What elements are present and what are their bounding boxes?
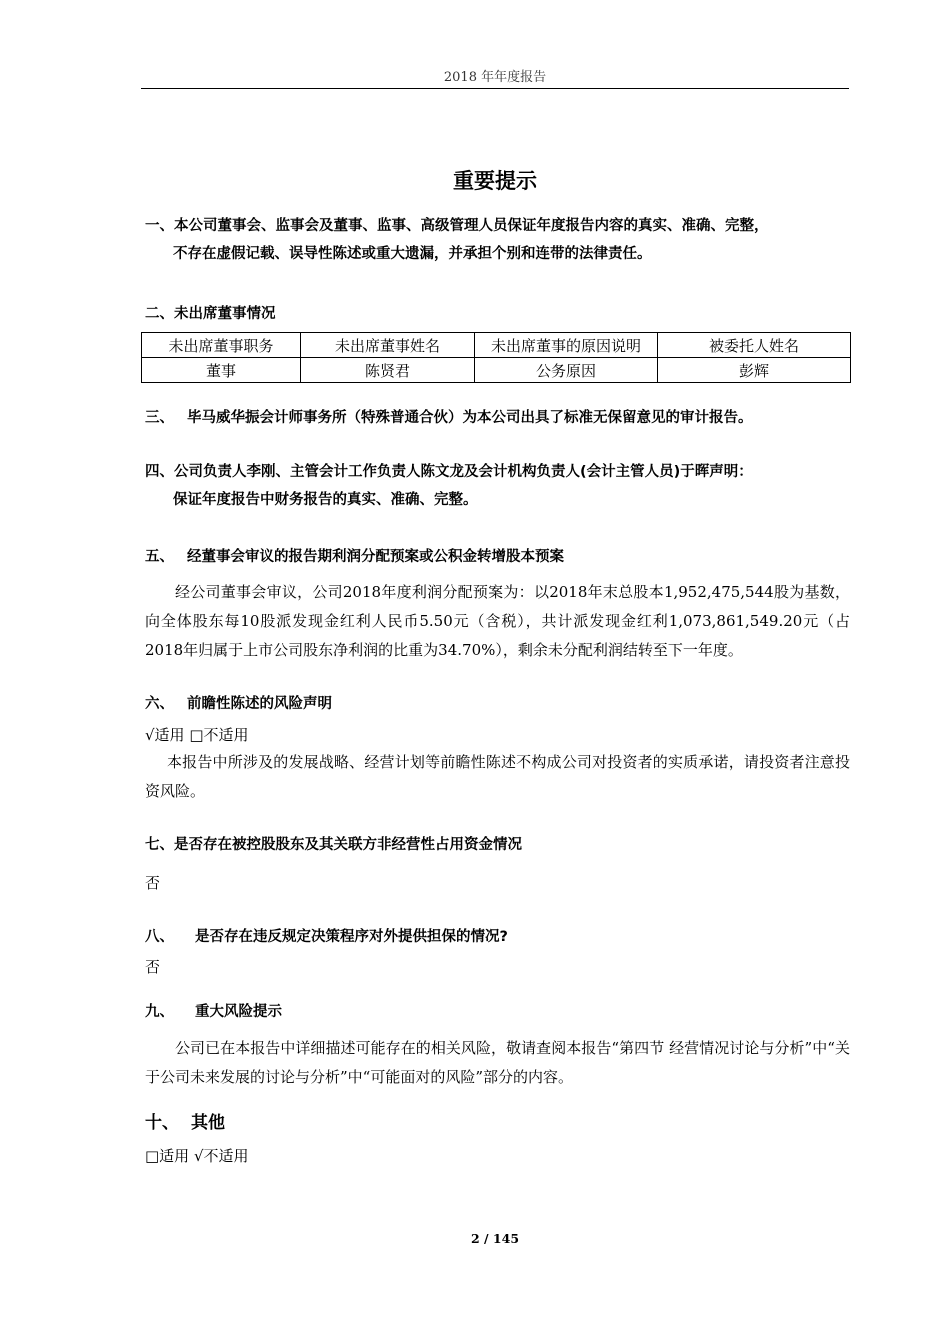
- section-8-heading: [145, 925, 508, 946]
- table-cell: 公务原因: [475, 358, 658, 383]
- table-header-cell: 被委托人姓名: [658, 333, 851, 358]
- section-10-heading: [145, 1108, 225, 1133]
- page-title: 重要提示: [453, 169, 537, 193]
- section-10-applicability: □适用 √不适用: [145, 1147, 249, 1165]
- section-2-heading: 二、未出席董事情况: [145, 306, 276, 322]
- table-cell: 陈贤君: [301, 358, 475, 383]
- section-4: [145, 458, 850, 514]
- absent-directors-table: [141, 332, 851, 383]
- section-8-answer: 否: [145, 958, 161, 976]
- section-10-title: 其他: [191, 1113, 225, 1133]
- section-6-body: 本报告中所涉及的发展战略、经营计划等前瞻性陈述不构成公司对投资者的实质承诺，请投资者注意投资风险。: [145, 753, 850, 800]
- table-cell: 董事: [142, 358, 301, 383]
- section-8-title: 是否存在违反规定决策程序对外提供担保的情况?: [195, 929, 508, 945]
- section-5-title: 经董事会审议的报告期利润分配预案或公积金转增股本预案: [187, 549, 564, 565]
- section-9-body: 公司已在本报告中详细描述可能存在的相关风险，敬请查阅本报告“第四节 经营情况讨论与分析”中“关于公司未来发展的讨论与分析”中“可能面对的风险”部分的内容。: [145, 1039, 850, 1086]
- section-6-title: 前瞻性陈述的风险声明: [187, 696, 332, 712]
- table-row: [142, 358, 851, 383]
- section-6-heading: [145, 692, 332, 713]
- section-3-number: 三、: [145, 410, 174, 426]
- section-8-number: 八、: [145, 929, 174, 945]
- section-6-applicability: √适用 □不适用: [145, 726, 249, 744]
- table-header-cell: 未出席董事姓名: [301, 333, 475, 358]
- section-4-line-1: 四、公司负责人李刚、主管会计工作负责人陈文龙及会计机构负责人(会计主管人员)于晖声明：: [145, 464, 753, 480]
- section-5-heading: [145, 545, 564, 566]
- section-10-number: 十、: [145, 1113, 179, 1133]
- section-1-line-1: 一、本公司董事会、监事会及董事、监事、高级管理人员保证年度报告内容的真实、准确、完整，: [145, 218, 769, 234]
- section-3-text: 毕马威华振会计师事务所（特殊普通合伙）为本公司出具了标准无保留意见的审计报告。: [187, 410, 753, 426]
- header-divider: [141, 88, 849, 89]
- section-9-heading: [145, 1000, 282, 1021]
- section-1: [145, 212, 850, 268]
- section-7-answer: 否: [145, 874, 161, 892]
- section-4-line-2: 保证年度报告中财务报告的真实、准确、完整。: [173, 492, 478, 508]
- section-3: [145, 406, 753, 427]
- table-header-cell: 未出席董事职务: [142, 333, 301, 358]
- page-number: 2 / 145: [470, 1231, 520, 1246]
- section-5-body: 经公司董事会审议，公司2018年度利润分配预案为：以2018年末总股本1,952,475,544股为基数，向全体股东每10股派发现金红利人民币5.50元（含税），共计派发现金红利1,073,861,549.20元（占2018年归属于上市公司股东净利润的比重为34.70%），剩余未分配利润结转至下一年度。: [145, 583, 850, 659]
- section-7-heading: 七、是否存在被控股股东及其关联方非经营性占用资金情况: [145, 837, 522, 853]
- table-header-row: [142, 333, 851, 358]
- running-header: 2018 年年度报告: [443, 70, 547, 85]
- section-1-line-2: 不存在虚假记载、误导性陈述或重大遗漏，并承担个别和连带的法律责任。: [173, 246, 652, 262]
- table-cell: 彭辉: [658, 358, 851, 383]
- table-header-cell: 未出席董事的原因说明: [475, 333, 658, 358]
- section-5-number: 五、: [145, 549, 174, 565]
- section-6-number: 六、: [145, 696, 174, 712]
- section-9-title: 重大风险提示: [195, 1004, 282, 1020]
- section-9-number: 九、: [145, 1004, 174, 1020]
